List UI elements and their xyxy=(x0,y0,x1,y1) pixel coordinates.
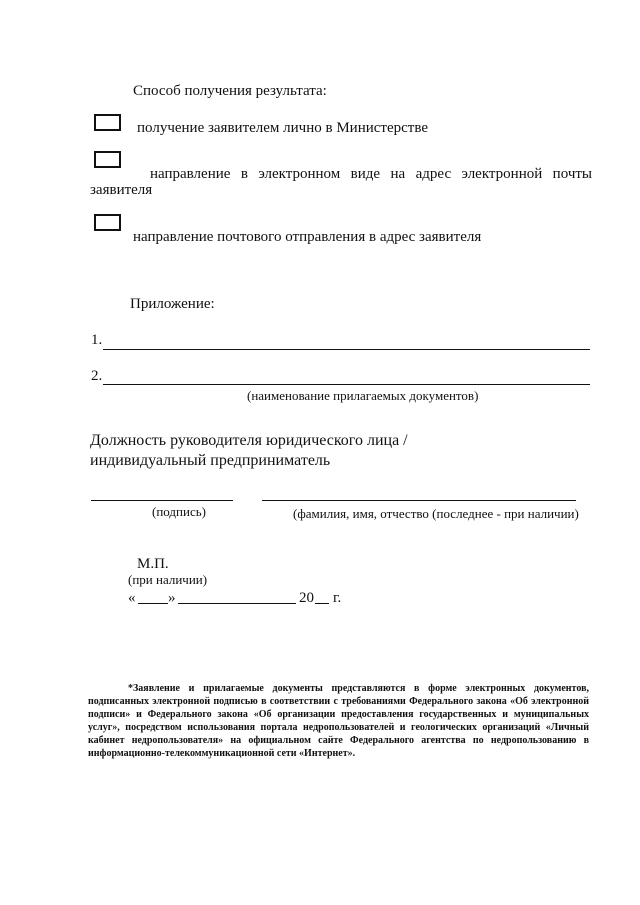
position-line-1: Должность руководителя юридического лица / xyxy=(90,432,408,449)
attachment-item-1-number: 1. xyxy=(91,332,103,348)
attachment-item-2-field[interactable] xyxy=(103,384,590,385)
stamp-if-any: (при наличии) xyxy=(128,572,208,587)
full-name-caption: (фамилия, имя, отчество (последнее - при наличии) xyxy=(293,506,579,521)
option-email-label: направление в электронном виде на адрес электронной почты xyxy=(150,166,592,182)
footnote-line-3: подписи» и Федерального закона «Об организации предоставления государственных и муниципальных xyxy=(88,709,589,720)
stamp-mp: М.П. xyxy=(137,556,169,572)
signature-field[interactable] xyxy=(91,500,233,501)
date-open-quote: « xyxy=(128,590,136,606)
date-month-field[interactable] xyxy=(178,603,296,604)
attachment-item-1-field[interactable] xyxy=(103,349,590,350)
checkbox-post[interactable] xyxy=(94,214,121,231)
footnote-line-5: кабинет недропользователя» на официальном сайте Федерального агентства по недропользованию в xyxy=(88,735,589,746)
option-in-person-label: получение заявителем лично в Министерстве xyxy=(137,120,428,136)
signature-caption: (подпись) xyxy=(152,504,206,519)
attachment-heading: Приложение: xyxy=(130,296,215,312)
checkbox-email[interactable] xyxy=(94,151,121,168)
footnote-line-1: *Заявление и прилагаемые документы представляются в форме электронных документов, xyxy=(128,683,589,694)
attachment-item-2-number: 2. xyxy=(91,368,103,384)
date-day-field[interactable] xyxy=(138,603,168,604)
footnote-line-4: услуг», посредством использования портала недропользователей и геологических организаций «Личный xyxy=(88,722,589,733)
option-post-label: направление почтового отправления в адрес заявителя xyxy=(133,229,482,245)
date-year-prefix: 20 xyxy=(299,590,314,606)
full-name-field[interactable] xyxy=(262,500,576,501)
footnote-line-2: подписанных электронной подписью в соответствии с требованиями Федерального закона «Об электронной xyxy=(88,696,589,707)
option-email-label-cont: заявителя xyxy=(90,182,153,198)
delivery-heading: Способ получения результата: xyxy=(133,83,327,99)
footnote-line-6: информационно-телекоммуникационной сети «Интернет». xyxy=(88,748,356,759)
date-year-suffix: г. xyxy=(333,590,342,606)
checkbox-in-person[interactable] xyxy=(94,114,121,131)
position-line-2: индивидуальный предприниматель xyxy=(90,452,331,469)
date-year-field[interactable] xyxy=(315,603,329,604)
attachment-caption: (наименование прилагаемых документов) xyxy=(247,388,479,403)
date-close-quote: » xyxy=(168,590,176,606)
